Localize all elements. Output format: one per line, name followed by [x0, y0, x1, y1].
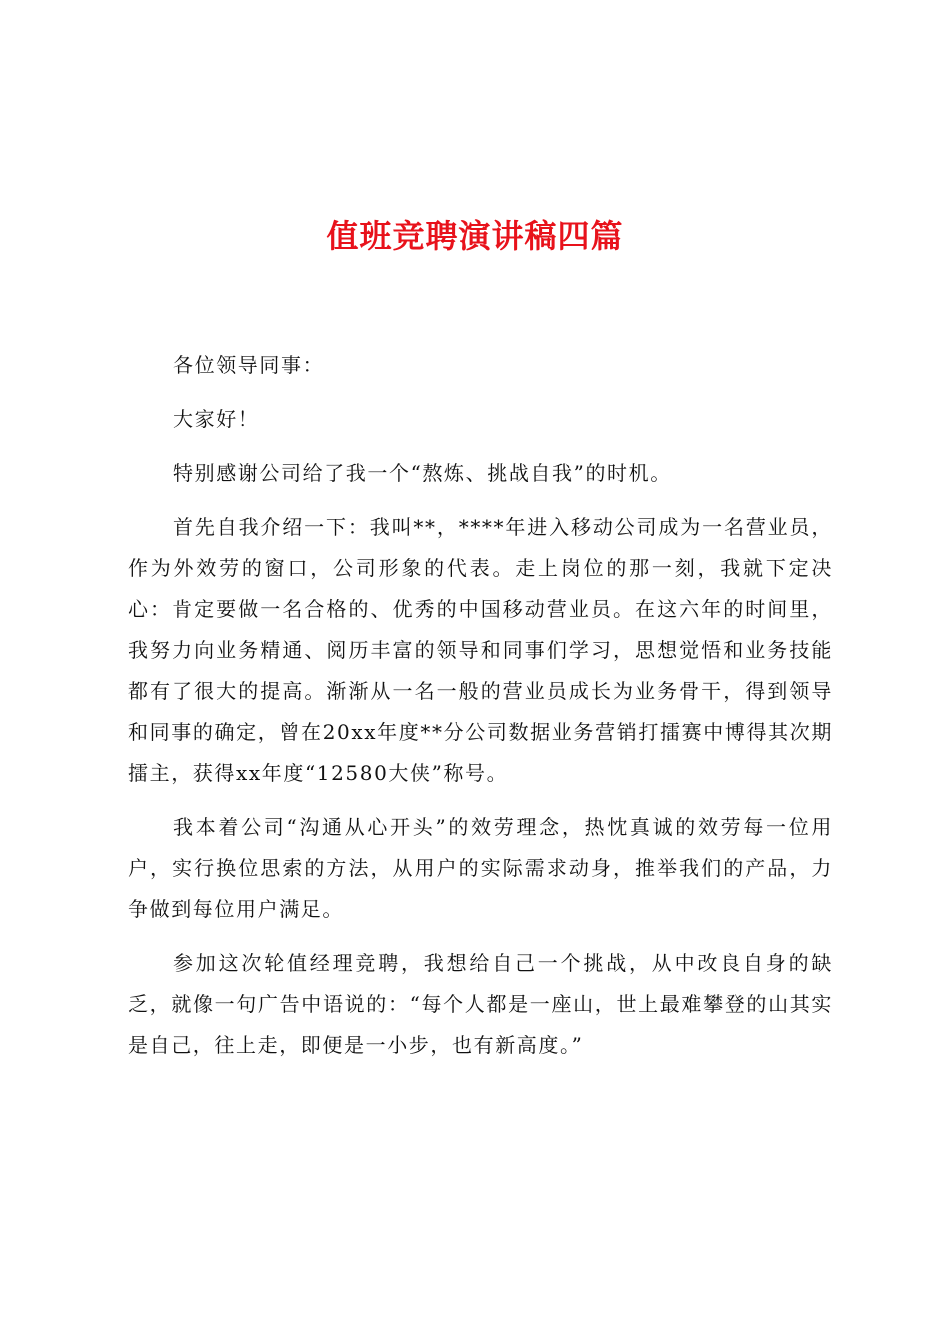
document-title: 值班竞聘演讲稿四篇	[326, 217, 624, 255]
paragraph-challenge: 参加这次轮值经理竞聘，我想给自己一个挑战，从中改良自身的缺乏，就像一句广告中语说的：“每个人都是一座山，世上最难攀登的山其实是自己，往上走，即便是一小步，也有新高度。”	[128, 951, 833, 1057]
paragraph-thanks: 特别感谢公司给了我一个“熬炼、挑战自我”的时机。	[173, 461, 672, 485]
paragraph-service-philosophy: 我本着公司“沟通从心开头”的效劳理念，热忱真诚的效劳每一位用户，实行换位思索的方法，从用户的实际需求动身，推举我们的产品，力争做到每位用户满足。	[128, 815, 833, 921]
paragraph-introduction: 首先自我介绍一下：我叫**，****年进入移动公司成为一名营业员，作为外效劳的窗口，公司形象的代表。走上岗位的那一刻，我就下定决心：肯定要做一名合格的、优秀的中国移动营业员。在这六年的时间里，我努力向业务精通、阅历丰富的领导和同事们学习，思想觉悟和业务技能都有了很大的提高。渐渐从一名一般的营业员成长为业务骨干，得到领导和同事的确定，曾在20xx年度**分公司数据业务营销打擂赛中博得其次期擂主，获得xx年度“12580大侠”称号。	[128, 515, 833, 785]
paragraph-hello: 大家好！	[173, 407, 260, 431]
paragraph-greeting: 各位领导同事：	[173, 353, 325, 377]
document-body	[128, 345, 833, 1079]
